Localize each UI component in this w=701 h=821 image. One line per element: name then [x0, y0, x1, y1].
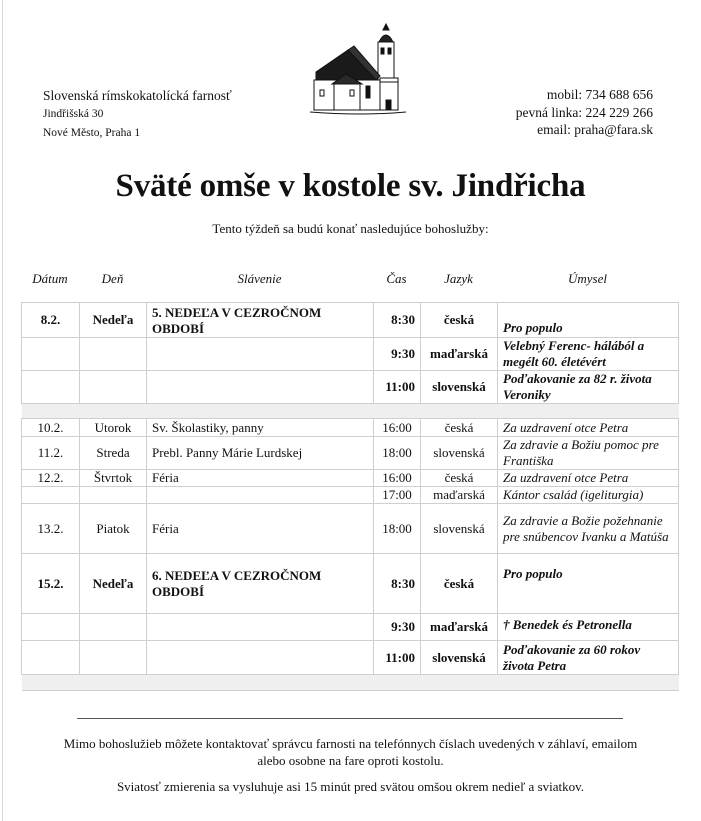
- cell-celebration: Prebl. Panny Márie Lurdskej: [147, 437, 374, 470]
- cell-day: Nedeľa: [80, 303, 147, 338]
- footer-contact-note: [0, 735, 701, 769]
- cell-date: [22, 487, 80, 504]
- table-row: [22, 614, 679, 641]
- mass-schedule-table: [21, 302, 679, 691]
- cell-intention: Pro populo: [498, 554, 679, 614]
- cell-intention: † Benedek és Petronella: [498, 614, 679, 641]
- table-row: [22, 470, 679, 487]
- cell-language: slovenská: [421, 437, 498, 470]
- cell-date: 10.2.: [22, 419, 80, 437]
- street-address: Jindřišská 30: [43, 108, 104, 120]
- page-title: Sväté omše v kostole sv. Jindřicha: [115, 168, 586, 204]
- cell-day: Nedeľa: [80, 554, 147, 614]
- week-separator: [22, 675, 679, 691]
- page-subtitle: Tento týždeň sa budú konať nasledujúce bohoslužby:: [212, 221, 489, 236]
- column-header-date: Dátum: [32, 271, 68, 286]
- cell-celebration: 5. NEDEĽA V CEZROČNOM OBDOBÍ: [147, 303, 374, 338]
- week-separator: [22, 404, 679, 419]
- cell-language: maďarská: [421, 487, 498, 504]
- table-row: [22, 371, 679, 404]
- table-row: [22, 641, 679, 675]
- church-drawing-icon: [306, 20, 416, 115]
- cell-date: 12.2.: [22, 470, 80, 487]
- cell-language: česká: [421, 303, 498, 338]
- cell-date: 11.2.: [22, 437, 80, 470]
- table-row: [22, 437, 679, 470]
- contact-note-text: Mimo bohoslužieb môžete kontaktovať správcu farnosti na telefónnych číslach uvedených v záhlaví, emailom alebo osobne na fare oproti kostolu.: [63, 736, 638, 768]
- cell-celebration: Féria: [147, 470, 374, 487]
- cell-day: Štvrtok: [80, 470, 147, 487]
- cell-time: 8:30: [374, 554, 421, 614]
- table-row: [22, 303, 679, 338]
- table-row: [22, 554, 679, 614]
- cell-celebration: [147, 371, 374, 404]
- cell-time: 9:30: [374, 614, 421, 641]
- cell-time: 18:00: [374, 504, 421, 554]
- column-headers: [21, 271, 678, 289]
- cell-celebration: Féria: [147, 504, 374, 554]
- cell-language: maďarská: [421, 614, 498, 641]
- column-header-celebration: Slávenie: [237, 271, 282, 286]
- cell-time: 11:00: [374, 641, 421, 675]
- cell-language: slovenská: [421, 641, 498, 675]
- cell-language: česká: [421, 470, 498, 487]
- cell-language: česká: [421, 419, 498, 437]
- cell-language: slovenská: [421, 371, 498, 404]
- cell-day: [80, 371, 147, 404]
- cell-day: [80, 338, 147, 371]
- landline-phone: pevná linka: 224 229 266: [515, 104, 653, 120]
- email-address: email: praha@fara.sk: [537, 122, 653, 137]
- cell-day: [80, 614, 147, 641]
- cell-language: česká: [421, 554, 498, 614]
- cell-time: 17:00: [374, 487, 421, 504]
- cell-intention: Za uzdravení otce Petra: [498, 419, 679, 437]
- cell-language: maďarská: [421, 338, 498, 371]
- column-header-time: Čas: [386, 271, 407, 286]
- footer-divider: [77, 718, 623, 719]
- footer-confession-note: Sviatosť zmierenia sa vysluhuje asi 15 minút pred svätou omšou okrem nedieľ a sviatkov.: [116, 779, 585, 794]
- city-address: Nové Město, Praha 1: [43, 127, 141, 139]
- organization-name: Slovenská rímskokatolícká farnosť: [43, 88, 232, 103]
- cell-celebration: [147, 487, 374, 504]
- cell-date: [22, 614, 80, 641]
- cell-celebration: Sv. Školastiky, panny: [147, 419, 374, 437]
- cell-date: [22, 641, 80, 675]
- cell-intention: Poďakovanie za 82 r. života Veroniky: [498, 371, 679, 404]
- cell-time: 16:00: [374, 470, 421, 487]
- table-row: [22, 487, 679, 504]
- cell-celebration: [147, 614, 374, 641]
- cell-time: 18:00: [374, 437, 421, 470]
- column-header-intention: Úmysel: [568, 271, 607, 286]
- cell-intention: Za zdravie a Božiu pomoc pre Františka: [498, 437, 679, 470]
- cell-day: Utorok: [80, 419, 147, 437]
- table-row: [22, 338, 679, 371]
- cell-day: [80, 641, 147, 675]
- cell-intention: Za uzdravení otce Petra: [498, 470, 679, 487]
- cell-language: slovenská: [421, 504, 498, 554]
- cell-day: Streda: [80, 437, 147, 470]
- cell-intention: Kántor család (igeliturgia): [498, 487, 679, 504]
- cell-time: 8:30: [374, 303, 421, 338]
- cell-time: 9:30: [374, 338, 421, 371]
- mobile-phone: mobil: 734 688 656: [546, 87, 653, 102]
- cell-date: [22, 371, 80, 404]
- cell-intention: Pro populo: [498, 303, 679, 338]
- cell-date: 8.2.: [22, 303, 80, 338]
- page-edge: [2, 0, 3, 821]
- cell-time: 11:00: [374, 371, 421, 404]
- cell-celebration: [147, 641, 374, 675]
- cell-date: [22, 338, 80, 371]
- cell-day: Piatok: [80, 504, 147, 554]
- contact-info: [516, 86, 653, 139]
- table-row: [22, 504, 679, 554]
- column-header-language: Jazyk: [444, 271, 473, 286]
- cell-intention: Velebný Ferenc- hálából a megélt 60. életévért: [498, 338, 679, 371]
- cell-day: [80, 487, 147, 504]
- cell-date: 15.2.: [22, 554, 80, 614]
- cell-time: 16:00: [374, 419, 421, 437]
- table-row: [22, 419, 679, 437]
- parish-address: [43, 87, 232, 143]
- cell-celebration: [147, 338, 374, 371]
- cell-intention: Za zdravie a Božie požehnanie pre snúbencov Ivanku a Matúša: [498, 504, 679, 554]
- cell-date: 13.2.: [22, 504, 80, 554]
- cell-intention: Poďakovanie za 60 rokov života Petra: [498, 641, 679, 675]
- column-header-day: Deň: [101, 271, 124, 286]
- cell-celebration: 6. NEDEĽA V CEZROČNOM OBDOBÍ: [147, 554, 374, 614]
